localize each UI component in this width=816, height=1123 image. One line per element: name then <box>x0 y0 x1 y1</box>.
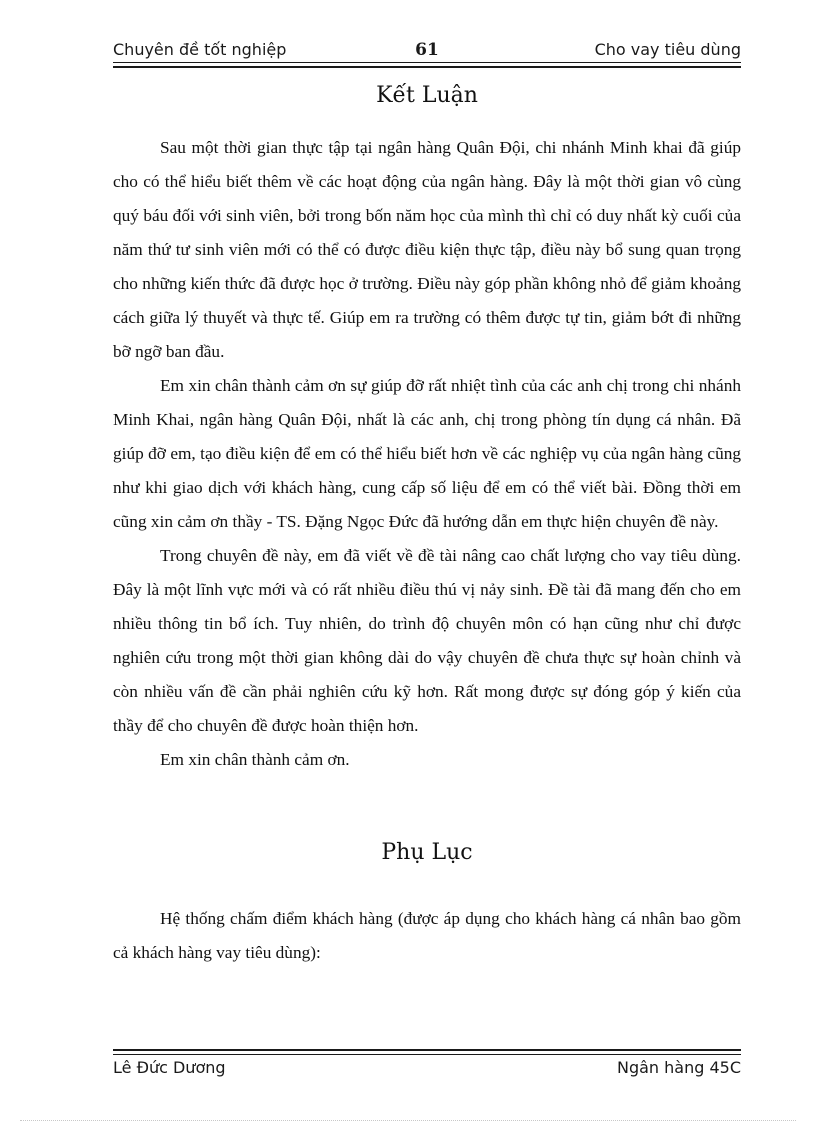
conclusion-title: Kết Luận <box>376 83 478 108</box>
appendix-body <box>113 902 741 970</box>
appendix-paragraph: Hệ thống chấm điểm khách hàng (được áp dụng cho khách hàng cá nhân bao gồm cả khách hàng vay tiêu dùng): <box>113 909 741 962</box>
conclusion-body <box>113 131 741 777</box>
page-bottom-dotted-edge <box>20 1120 796 1121</box>
conclusion-paragraph: Trong chuyên đề này, em đã viết về đề tài nâng cao chất lượng cho vay tiêu dùng. Đây là một lĩnh vực mới và có rất nhiều điều thú vị nảy sinh. Đề tài đã mang đến cho em nhiều thông tin bổ ích. Tuy nhiên, do trình độ chuyên môn có hạn cũng như chỉ được nghiên cứu trong một thời gian không dài do vậy chuyên đề chưa thực sự hoàn chỉnh và còn nhiều vấn đề cần phải nghiên cứu kỹ hơn. Rất mong được sự đóng góp ý kiến của thầy để cho chuyên đề được hoàn thiện hơn. <box>113 546 741 735</box>
conclusion-paragraph: Sau một thời gian thực tập tại ngân hàng Quân Đội, chi nhánh Minh khai đã giúp cho có thể hiểu biết thêm về các hoạt động của ngân hàng. Đây là một thời gian vô cùng quý báu đối với sinh viên, bởi trong bốn năm học của mình thì chỉ có duy nhất kỳ cuối của năm thứ tư sinh viên mới có thể có được điều kiện thực tập, điều này bổ sung quan trọng cho những kiến thức đã được học ở trường. Điều này góp phần không nhỏ để giảm khoảng cách giữa lý thuyết và thực tế. Giúp em ra trường có thêm được tự tin, giảm bớt đi những bỡ ngỡ ban đầu. <box>113 138 741 361</box>
header-right-text: Cho vay tiêu dùng <box>594 40 741 59</box>
conclusion-paragraph: Em xin chân thành cảm ơn sự giúp đỡ rất nhiệt tình của các anh chị trong chi nhánh Minh Khai, ngân hàng Quân Đội, nhất là các anh, chị trong phòng tín dụng cá nhân. Đã giúp đỡ em, tạo điều kiện để em có thể hiểu biết hơn về các nghiệp vụ của ngân hàng cũng như khi giao dịch với khách hàng, cung cấp số liệu để em có thể viết bài. Đồng thời em cũng xin cảm ơn thầy - TS. Đặng Ngọc Đức đã hướng dẫn em thực hiện chuyên đề này. <box>113 376 741 531</box>
header-rule-thick <box>113 66 741 68</box>
header-left-text: Chuyên đề tốt nghiệp <box>113 40 287 59</box>
footer-left-text: Lê Đức Dương <box>113 1058 226 1077</box>
conclusion-paragraph: Em xin chân thành cảm ơn. <box>160 750 350 769</box>
header-rule-thin <box>113 62 741 63</box>
page-footer <box>113 1058 741 1082</box>
footer-right-text: Ngân hàng 45C <box>616 1058 741 1077</box>
footer-rule-thick <box>113 1049 741 1051</box>
footer-rule-thin <box>113 1054 741 1055</box>
page-number: 61 <box>415 40 439 60</box>
appendix-title: Phụ Lục <box>381 840 473 865</box>
